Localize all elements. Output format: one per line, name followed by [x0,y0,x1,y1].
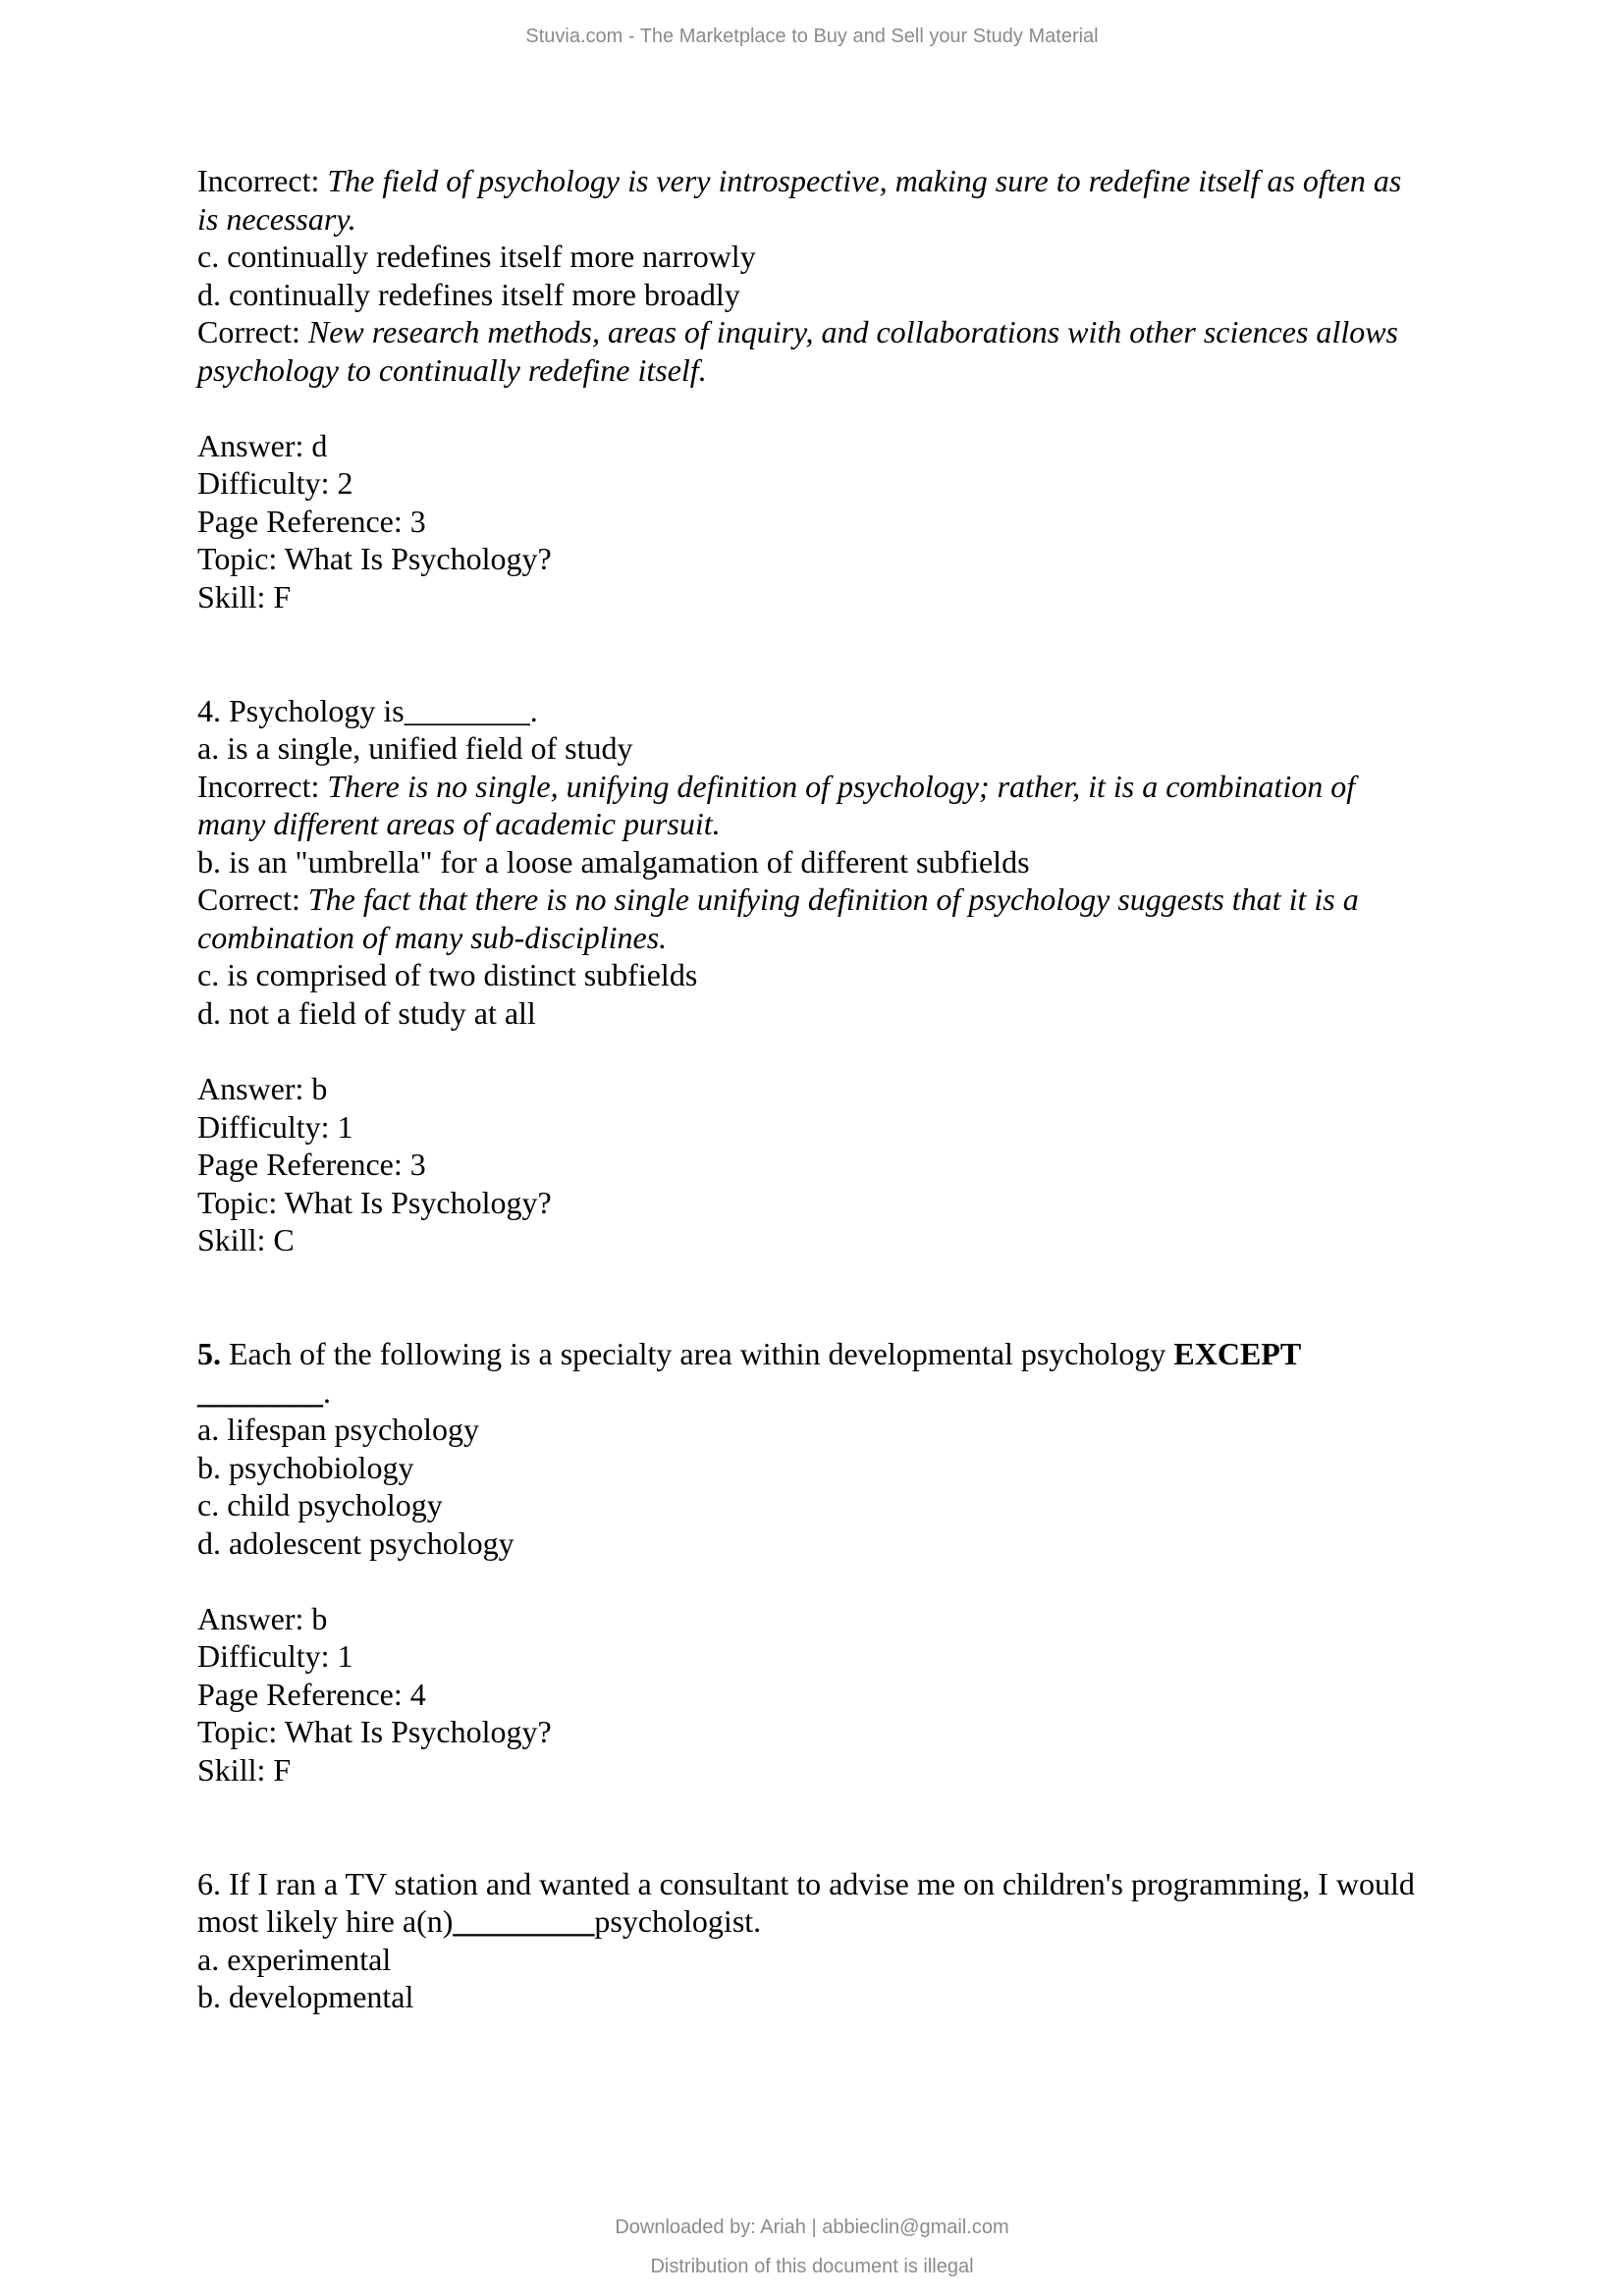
line-text: Answer: d [197,427,328,463]
text-line [197,1865,1503,1903]
blank-line [197,1033,1503,1071]
line-text: Skill: F [197,579,292,615]
blank-line [197,389,1503,427]
explanation-text: The fact that there is no single unifying definition of psychology suggests that it is a [307,881,1359,918]
text-line [197,729,1503,768]
line-text: d. continually redefines itself more broadly [197,276,740,312]
text-line [197,351,1503,390]
text-line [197,276,1503,314]
text-line [197,1524,1503,1563]
explanation-text: psychology to continually redefine itself. [197,351,707,388]
line-text: . [323,1373,331,1410]
line-text: Correct: [197,314,308,350]
text-line [197,1221,1503,1259]
line-text: Each of the following is a specialty area within developmental psychology [221,1335,1174,1371]
text-line [197,578,1503,616]
line-text: b. developmental [197,1979,414,2015]
page-header: Stuvia.com - The Marketplace to Buy and Sell your Study Material [525,26,1099,47]
text-line [197,313,1503,351]
explanation-text: There is no single, unifying definition of psychology; rather, it is a combination of [327,768,1356,804]
blank-line [197,1789,1503,1828]
text-line [197,162,1503,200]
text-line [197,1676,1503,1714]
blank-line [197,654,1503,692]
line-text: 4. Psychology is________. [197,692,538,728]
line-text: a. is a single, unified field of study [197,730,633,767]
line-text: d. not a field of study at all [197,995,536,1032]
line-text: Page Reference: 3 [197,503,426,539]
line-text: Page Reference: 3 [197,1147,426,1183]
line-text: 6. If I ran a TV station and wanted a consultant to advise me on children's programming, I would [197,1865,1415,1901]
line-text: Correct: [197,881,308,918]
blank-line [197,1259,1503,1298]
text-line [197,238,1503,276]
text-line [197,1146,1503,1184]
text-line [197,1411,1503,1449]
blank-line [197,1562,1503,1600]
line-text: Difficulty: 1 [197,1638,353,1675]
line-text: c. continually redefines itself more narrowly [197,239,756,275]
line-text: most likely hire a(n) [197,1903,454,1940]
line-text: d. adolescent psychology [197,1524,514,1561]
line-text: a. experimental [197,1941,392,1977]
explanation-text: combination of many sub-disciplines. [197,919,668,955]
text-line [197,994,1503,1033]
text-line [197,692,1503,730]
document-body [197,162,1503,2016]
text-line [197,1713,1503,1751]
line-text: Topic: What Is Psychology? [197,541,552,577]
line-text: Topic: What Is Psychology? [197,1714,552,1750]
explanation-text: is necessary. [197,200,356,237]
text-line [197,1335,1503,1373]
text-line [197,1941,1503,1979]
explanation-text: many different areas of academic pursuit. [197,806,721,842]
text-line [197,464,1503,503]
bold-text: EXCEPT [1173,1335,1302,1371]
footer-downloaded-by: Downloaded by: Ariah | abbieclin@gmail.com [615,2216,1009,2238]
line-text: Skill: F [197,1751,292,1788]
text-line [197,540,1503,578]
text-line [197,919,1503,957]
text-line [197,805,1503,843]
line-text: Answer: b [197,1600,328,1636]
text-line [197,1449,1503,1487]
explanation-text: New research methods, areas of inquiry, and collaborations with other sciences allows [307,314,1398,350]
explanation-text: The field of psychology is very introspective, making sure to redefine itself as often as [327,163,1402,198]
line-text: c. is comprised of two distinct subfields [197,957,698,993]
line-text: Difficulty: 1 [197,1108,353,1145]
bold-text: ________ [197,1373,323,1410]
text-line [197,1108,1503,1147]
text-line [197,1184,1503,1222]
blank-line [197,1297,1503,1335]
bold-text: _________ [453,1903,595,1940]
line-text: b. is an "umbrella" for a loose amalgamation of different subfields [197,843,1030,880]
bold-text: 5. [197,1335,221,1371]
text-line [197,1486,1503,1524]
text-line [197,1978,1503,2016]
line-text: a. lifespan psychology [197,1412,480,1448]
blank-line [197,1827,1503,1865]
text-line [197,1373,1503,1412]
line-text: b. psychobiology [197,1449,414,1485]
line-text: Topic: What Is Psychology? [197,1184,552,1220]
line-text: Skill: C [197,1222,295,1258]
line-text: Page Reference: 4 [197,1676,426,1712]
blank-line [197,616,1503,655]
text-line [197,1751,1503,1789]
text-line [197,956,1503,994]
footer-distribution-notice: Distribution of this document is illegal [650,2256,974,2277]
text-line [197,843,1503,881]
text-line [197,200,1503,239]
text-line [197,1070,1503,1108]
line-text: Incorrect: [197,768,328,804]
text-line [197,1902,1503,1941]
text-line [197,768,1503,806]
text-line [197,427,1503,465]
text-line [197,1637,1503,1676]
line-text: c. child psychology [197,1487,443,1523]
text-line [197,881,1503,919]
line-text: Difficulty: 2 [197,465,353,502]
line-text: Answer: b [197,1071,328,1107]
line-text: psychologist. [594,1903,762,1940]
text-line [197,1600,1503,1638]
line-text: Incorrect: [197,163,328,198]
text-line [197,503,1503,541]
